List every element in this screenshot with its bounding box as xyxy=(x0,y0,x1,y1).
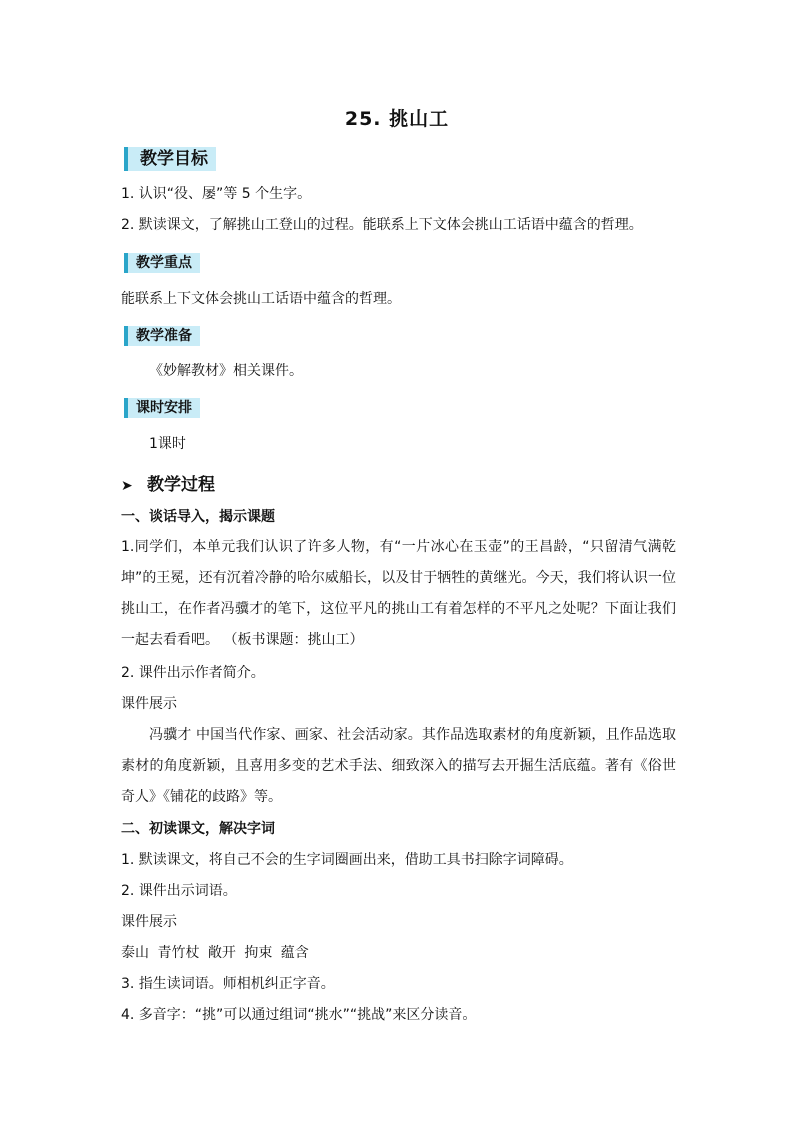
section1-author-intro: 冯骥才 中国当代作家、画家、社会活动家。其作品选取素材的角度新颖，且作品选取素材的角度新颖，且喜用多变的艺术手法、细致深入的描写去开掘生活底蕴。著有《俗世奇人》《铺花的歧路》等。 xyxy=(121,727,676,805)
section2-paragraph-4: 4. 多音字：“挑”可以通过组词“挑水”“挑战”来区分读音。 xyxy=(121,1007,477,1023)
goal-item-2: 2. 默读课文，了解挑山工登山的过程。能联系上下文体会挑山工话语中蕴含的哲理。 xyxy=(121,217,643,233)
process-heading-label: 教学过程 xyxy=(147,475,215,495)
schedule-heading: 课时安排 xyxy=(124,398,200,418)
section2-paragraph-3: 3. 指生读词语。师相机纠正字音。 xyxy=(121,976,335,992)
prep-heading: 教学准备 xyxy=(124,326,200,346)
section1-label-courseware: 课件展示 xyxy=(121,696,177,712)
section1-paragraph-1: 1.同学们，本单元我们认识了许多人物，有“一片冰心在玉壶”的王昌龄，“只留清气满乾坤”的王冕，还有沉着冷静的哈尔威船长，以及甘于牺牲的黄继光。今天，我们将认识一位挑山工，在作者冯骥才的笔下，这位平凡的挑山工有着怎样的不平凡之处呢？下面让我们一起去看看吧。 （板书课题：挑山工） xyxy=(121,539,676,648)
prep-text: 《妙解教材》相关课件。 xyxy=(149,363,303,379)
goal-item-1: 1. 认识“役、屡”等 5 个生字。 xyxy=(121,186,312,202)
focus-heading: 教学重点 xyxy=(124,253,200,273)
section1-heading: 一、谈话导入，揭示课题 xyxy=(121,509,275,525)
arrow-bullet-icon: ➤ xyxy=(121,478,133,494)
section2-paragraph-1: 1. 默读课文，将自己不会的生字词圈画出来，借助工具书扫除字词障碍。 xyxy=(121,852,573,868)
section2-heading: 二、初读课文，解决字词 xyxy=(121,821,275,837)
section2-label-courseware: 课件展示 xyxy=(121,914,177,930)
section1-paragraph-2: 2. 课件出示作者简介。 xyxy=(121,665,265,681)
schedule-text: 1课时 xyxy=(149,436,186,452)
process-heading xyxy=(121,470,215,495)
section2-word-list: 泰山 青竹杖 敞开 拘束 蕴含 xyxy=(121,945,309,961)
focus-text: 能联系上下文体会挑山工话语中蕴含的哲理。 xyxy=(121,291,401,307)
section2-paragraph-2: 2. 课件出示词语。 xyxy=(121,883,237,899)
page-title: 25. 挑山工 xyxy=(344,108,450,130)
goals-heading: 教学目标 xyxy=(124,147,216,171)
